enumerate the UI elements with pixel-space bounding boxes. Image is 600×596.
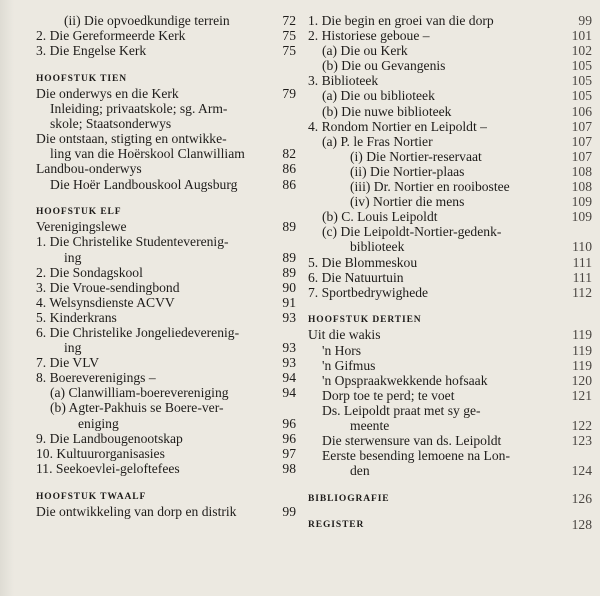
toc-entry-title: 'n Opspraakwekkende hofsaak xyxy=(322,372,488,388)
toc-entry xyxy=(308,195,592,210)
page-number: 93 xyxy=(282,309,296,325)
chapter-heading xyxy=(36,206,296,218)
toc-entry-title: 4. Rondom Nortier en Leipoldt – xyxy=(308,118,487,134)
chapter-heading-text: HOOFSTUK TIEN xyxy=(36,73,127,84)
toc-entry xyxy=(36,14,296,29)
chapter-heading-text: HOOFSTUK DERTIEN xyxy=(308,315,422,326)
toc-entry xyxy=(308,404,592,419)
page-number: 102 xyxy=(571,43,592,59)
page-number: 111 xyxy=(572,269,592,285)
toc-entry xyxy=(308,89,592,104)
toc-entry xyxy=(308,389,592,404)
page-number: 107 xyxy=(571,118,592,134)
toc-entry-title: 'n Gifmus xyxy=(322,357,376,373)
toc-entry xyxy=(36,326,296,341)
page-number: 119 xyxy=(572,357,592,373)
toc-entry-title: 3. Die Vroue-sendingbond xyxy=(36,279,180,295)
toc-entry-title: 5. Die Blommeskou xyxy=(308,254,418,270)
toc-entry-title: (b) Die nuwe biblioteek xyxy=(322,103,452,119)
toc-entry-title: Die sterwensure van ds. Leipoldt xyxy=(322,433,502,449)
toc-entry-title: 6. Die Natuurtuin xyxy=(308,269,404,285)
page-number: 109 xyxy=(571,194,592,210)
toc-entry xyxy=(36,401,296,416)
toc-entry-title: 7. Die VLV xyxy=(36,355,100,371)
toc-entry xyxy=(36,447,296,462)
page-number: 99 xyxy=(578,13,592,28)
toc-entry xyxy=(36,147,296,162)
page-number: 106 xyxy=(571,103,592,119)
chapter-heading-text: BIBLIOGRAFIE xyxy=(308,494,390,505)
page-number: 98 xyxy=(282,460,296,476)
toc-entry xyxy=(308,240,592,255)
toc-entry xyxy=(308,44,592,59)
toc-entry-title: (b) Die ou Gevangenis xyxy=(322,58,446,74)
page-number: 94 xyxy=(282,385,296,401)
toc-entry-title: (iv) Nortier die mens xyxy=(350,194,465,210)
toc-entry xyxy=(36,178,296,193)
page-number: 111 xyxy=(572,254,592,270)
chapter-heading xyxy=(36,491,296,503)
page-number: 97 xyxy=(282,445,296,461)
toc-entry xyxy=(308,210,592,225)
toc-entry-title: 1. Die Christelike Studenteverenig- xyxy=(36,234,229,250)
toc-entry-title: Die onderwys en die Kerk xyxy=(36,85,179,101)
page-number: 86 xyxy=(282,176,296,192)
toc-entry-title: Dorp toe te perd; te voet xyxy=(322,387,455,403)
toc-entry-title: 2. Historiese geboue – xyxy=(308,28,430,44)
page-number: 108 xyxy=(571,163,592,179)
chapter-heading xyxy=(308,519,592,531)
toc-entry-title: 4. Welsynsdienste ACVV xyxy=(36,294,175,310)
toc-left-column xyxy=(36,14,296,520)
page-number: 93 xyxy=(282,340,296,356)
toc-entry-title: eniging xyxy=(78,415,119,431)
toc-entry xyxy=(36,117,296,132)
page-number: 128 xyxy=(571,517,592,533)
page-number: 126 xyxy=(571,491,592,507)
toc-entry xyxy=(308,271,592,286)
toc-entry xyxy=(36,311,296,326)
toc-entry-title: (a) P. le Fras Nortier xyxy=(322,133,433,149)
toc-right-column xyxy=(308,14,592,533)
page-number: 123 xyxy=(571,433,592,449)
page-number: 72 xyxy=(282,13,296,28)
page-number: 82 xyxy=(282,146,296,162)
toc-entry xyxy=(36,281,296,296)
toc-entry xyxy=(308,150,592,165)
page-number: 119 xyxy=(572,342,592,358)
page-number: 109 xyxy=(571,209,592,225)
toc-entry xyxy=(308,225,592,240)
page-number: 94 xyxy=(282,370,296,386)
toc-entry xyxy=(36,371,296,386)
toc-entry xyxy=(36,235,296,250)
toc-entry-title: Landbou-onderwys xyxy=(36,161,142,177)
toc-entry-title: 7. Sportbedrywighede xyxy=(308,284,429,300)
toc-entry xyxy=(308,374,592,389)
toc-entry xyxy=(36,220,296,235)
page-number: 96 xyxy=(282,415,296,431)
page-number: 93 xyxy=(282,355,296,371)
toc-entry-title: Die Hoër Landbouskool Augsburg xyxy=(50,176,238,192)
chapter-heading xyxy=(36,73,296,85)
page-number: 75 xyxy=(282,28,296,44)
page-number: 99 xyxy=(282,503,296,519)
toc-entry xyxy=(308,165,592,180)
toc-entry xyxy=(36,462,296,477)
toc-entry xyxy=(36,162,296,177)
toc-entry-title: (a) Die ou biblioteek xyxy=(322,88,435,104)
toc-entry-title: Uit die wakis xyxy=(308,327,381,343)
toc-entry-title: Inleiding; privaatskole; sg. Arm- xyxy=(50,101,228,117)
toc-entry-title: Ds. Leipoldt praat met sy ge- xyxy=(322,402,481,418)
page-number: 101 xyxy=(571,28,592,44)
page-number: 110 xyxy=(572,239,592,255)
toc-entry-title: (ii) Die opvoedkundige terrein xyxy=(64,13,230,28)
page-number: 89 xyxy=(282,219,296,235)
toc-entry-title: 1. Die begin en groei van die dorp xyxy=(308,13,494,28)
page-number: 90 xyxy=(282,279,296,295)
toc-entry xyxy=(308,120,592,135)
toc-entry xyxy=(308,59,592,74)
page-number: 105 xyxy=(571,88,592,104)
toc-entry-title: 11. Seekoevlei-geloftefees xyxy=(36,460,180,476)
toc-entry xyxy=(36,505,296,520)
toc-entry xyxy=(308,14,592,29)
toc-entry-title: Die ontwikkeling van dorp en distrik xyxy=(36,503,237,519)
toc-entry-title: skole; Staatsonderwys xyxy=(50,116,172,132)
toc-entry xyxy=(308,256,592,271)
page-number: 112 xyxy=(572,284,592,300)
page-gutter-shadow xyxy=(0,0,14,596)
toc-entry xyxy=(308,419,592,434)
page-number: 107 xyxy=(571,133,592,149)
page-number: 119 xyxy=(572,327,592,343)
toc-entry-title: 2. Die Gereformeerde Kerk xyxy=(36,28,186,44)
toc-entry-title: (a) Die ou Kerk xyxy=(322,43,408,59)
toc-entry-title: 8. Boereverenigings – xyxy=(36,370,156,386)
toc-entry-title: Die ontstaan, stigting en ontwikke- xyxy=(36,131,227,147)
chapter-heading-text: HOOFSTUK ELF xyxy=(36,207,122,218)
page-number: 107 xyxy=(571,148,592,164)
toc-entry-title: Verenigingslewe xyxy=(36,219,127,235)
toc-entry xyxy=(308,359,592,374)
toc-entry xyxy=(36,417,296,432)
toc-entry-title: Eerste besending lemoene na Lon- xyxy=(322,448,510,464)
toc-entry xyxy=(308,135,592,150)
toc-entry-title: den xyxy=(350,463,370,479)
toc-entry xyxy=(36,102,296,117)
toc-entry-title: 3. Die Engelse Kerk xyxy=(36,43,147,59)
chapter-heading xyxy=(308,493,592,505)
toc-entry xyxy=(308,434,592,449)
page-number: 105 xyxy=(571,73,592,89)
toc-entry xyxy=(36,266,296,281)
toc-entry-title: 6. Die Christelike Jongeliedeverenig- xyxy=(36,325,240,340)
toc-entry-title: (iii) Dr. Nortier en rooibostee xyxy=(350,179,510,195)
toc-entry-title: (a) Clanwilliam-boerevereniging xyxy=(50,385,229,401)
toc-entry-title: ling van die Hoërskool Clanwilliam xyxy=(50,146,245,162)
chapter-heading-text: REGISTER xyxy=(308,520,365,531)
page-number: 79 xyxy=(282,85,296,101)
page-number: 108 xyxy=(571,179,592,195)
toc-entry-title: (b) Agter-Pakhuis se Boere-ver- xyxy=(50,400,224,416)
toc-entry xyxy=(36,87,296,102)
page-number: 91 xyxy=(282,294,296,310)
toc-entry xyxy=(36,341,296,356)
toc-entry-title: meente xyxy=(350,418,390,434)
toc-entry xyxy=(308,74,592,89)
toc-entry xyxy=(308,449,592,464)
page-number: 86 xyxy=(282,161,296,177)
page-number: 124 xyxy=(571,463,592,479)
toc-entry xyxy=(36,132,296,147)
toc-entry-title: (i) Die Nortier-reservaat xyxy=(350,148,482,164)
toc-entry-title: (c) Die Leipoldt-Nortier-gedenk- xyxy=(322,224,502,240)
toc-entry xyxy=(36,251,296,266)
toc-entry-title: 2. Die Sondagskool xyxy=(36,264,143,280)
toc-entry-title: 'n Hors xyxy=(322,342,362,358)
toc-entry-title: 5. Kinderkrans xyxy=(36,309,117,325)
page-number: 89 xyxy=(282,264,296,280)
page-number: 96 xyxy=(282,430,296,446)
toc-entry xyxy=(36,296,296,311)
chapter-heading xyxy=(308,314,592,326)
toc-entry xyxy=(308,464,592,479)
chapter-heading-text: HOOFSTUK TWAALF xyxy=(36,491,147,502)
toc-entry xyxy=(36,29,296,44)
page-number: 75 xyxy=(282,43,296,59)
toc-entry-title: biblioteek xyxy=(350,239,405,255)
toc-entry-title: 9. Die Landbougenootskap xyxy=(36,430,183,446)
toc-entry-title: (ii) Die Nortier-plaas xyxy=(350,163,465,179)
toc-entry xyxy=(36,356,296,371)
toc-entry xyxy=(36,432,296,447)
page-number: 122 xyxy=(571,418,592,434)
page-number: 89 xyxy=(282,249,296,265)
toc-entry-title: ing xyxy=(64,340,82,356)
page-number: 120 xyxy=(571,372,592,388)
toc-entry xyxy=(36,386,296,401)
toc-entry xyxy=(36,44,296,59)
toc-entry-title: ing xyxy=(64,249,82,265)
toc-entry-title: (b) C. Louis Leipoldt xyxy=(322,209,438,225)
page-number: 121 xyxy=(571,387,592,403)
toc-entry xyxy=(308,286,592,301)
toc-entry xyxy=(308,344,592,359)
toc-entry-title: 3. Biblioteek xyxy=(308,73,379,89)
toc-entry xyxy=(308,105,592,120)
toc-entry xyxy=(308,328,592,343)
toc-entry-title: 10. Kultuurorganisasies xyxy=(36,445,165,461)
page-number: 105 xyxy=(571,58,592,74)
toc-entry xyxy=(308,180,592,195)
toc-entry xyxy=(308,29,592,44)
